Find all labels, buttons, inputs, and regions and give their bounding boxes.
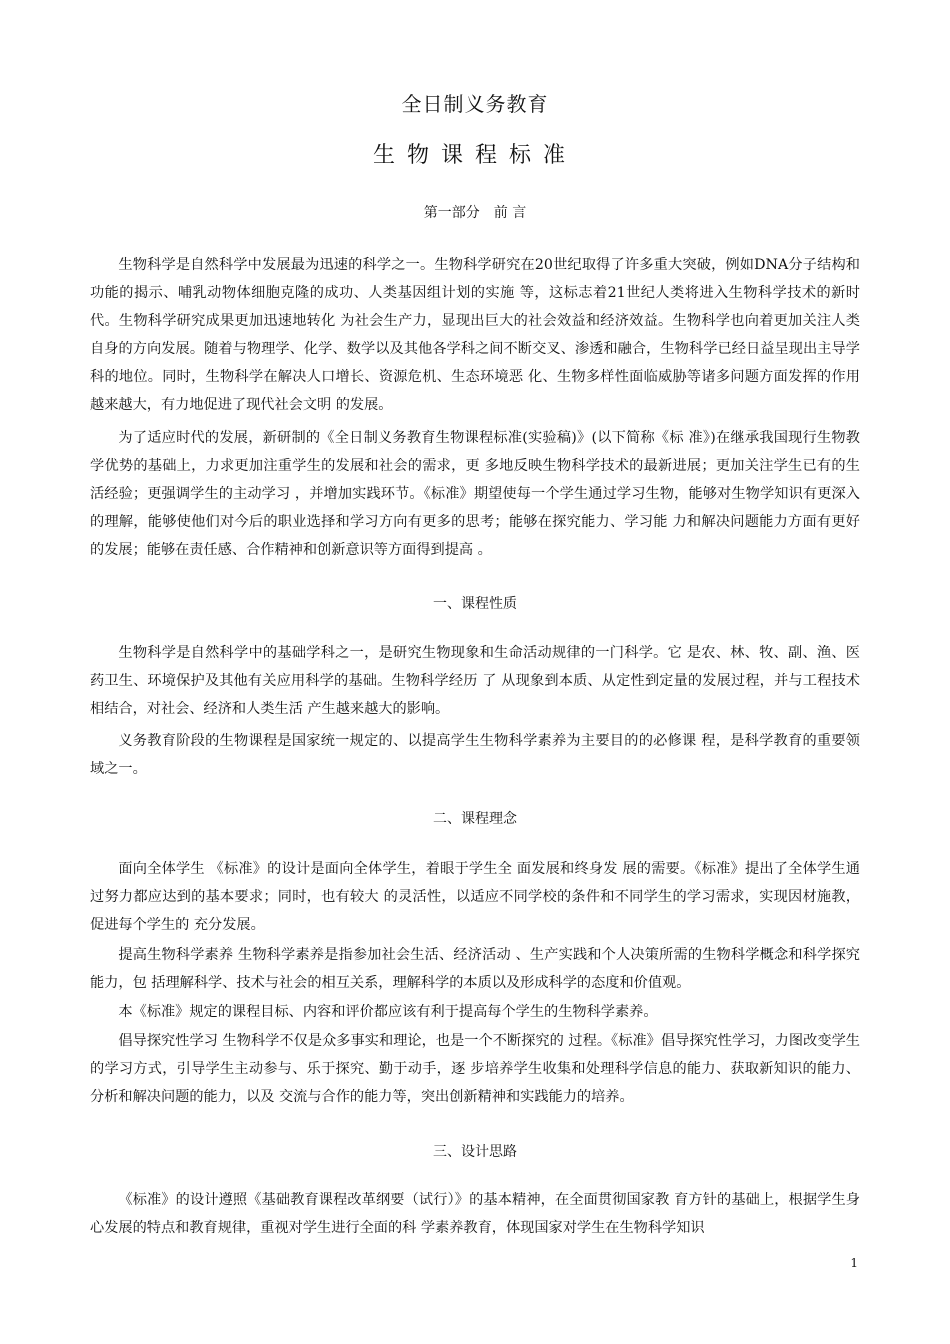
section-heading-nature: 一、课程性质 <box>433 596 517 612</box>
part-heading: 第一部分 前 言 <box>423 205 527 221</box>
section-heading-design: 三、设计思路 <box>433 1144 517 1160</box>
preface-paragraph-2: 为了适应时代的发展，新研制的《全日制义务教育生物课程标准(实验稿)》(以下简称《标 准》)在继承我国现行生物教学优势的基础上，力求更加注重学生的发展和社会的需求，更 多地反映生物科学技术的最新进展；更加关注学生已有的生活经验；更强调学生的主动学习 ，并增加实践环节。《标准》期望使每一个学生通过学习生物，能够对生物学知识有更深入 的理解，能够使他们对今后的职业选择和学习方向有更多的思考；能够在探究能力、学习能 力和解决问题能力方面有更好的发展；能够在责任感、合作精神和创新意识等方面得到提高 。 <box>90 430 860 558</box>
section-heading-philosophy: 二、课程理念 <box>433 811 517 827</box>
philosophy-paragraph-1: 面向全体学生 《标准》的设计是面向全体学生，着眼于学生全 面发展和终身发 展的需要。《标准》提出了全体学生通过努力都应达到的基本要求；同时，也有较大 的灵活性，以适应不同学校的条件和不同学生的学习需求，实现因材施教，促进每个学生的 充分发展。 <box>90 861 860 933</box>
document-title-line2: 生物课程标准 <box>372 143 577 168</box>
philosophy-paragraph-2: 提高生物科学素养 生物科学素养是指参加社会生活、经济活动 、生产实践和个人决策所需的生物科学概念和科学探究能力，包 括理解科学、技术与社会的相互关系，理解科学的本质以及形成科学的态度和价值观。 <box>90 947 860 991</box>
philosophy-paragraph-3: 本《标准》规定的课程目标、内容和评价都应该有利于提高每个学生的生物科学素养。 <box>118 1004 658 1020</box>
design-paragraph-1: 《标准》的设计遵照《基础教育课程改革纲要（试行）》的基本精神，在全面贯彻国家教 育方针的基础上，根据学生身心发展的特点和教育规律，重视对学生进行全面的科 学素养教育，体现国家对学生在生物科学知识 <box>90 1192 860 1236</box>
nature-paragraph-1: 生物科学是自然科学中的基础学科之一，是研究生物现象和生命活动规律的一门科学。它 是农、林、牧、副、渔、医药卫生、环境保护及其他有关应用科学的基础。生物科学经历 了 从现象到本质、从定性到定量的发展过程，并与工程技术相结合，对社会、经济和人类生活 产生越来越大的影响。 <box>90 645 860 717</box>
preface-paragraph-1: 生物科学是自然科学中发展最为迅速的科学之一。生物科学研究在20世纪取得了许多重大突破，例如DNA分子结构和功能的揭示、哺乳动物体细胞克隆的成功、人类基因组计划的实施 等，这标志着21世纪人类将进入生物科学技术的新时代。生物科学研究成果更加迅速地转化 为社会生产力，显现出巨大的社会效益和经济效益。生物科学也向着更加关注人类自身的方向发展。随着与物理学、化学、数学以及其他各学科之间不断交叉、渗透和融合，生物科学已经日益呈现出主导学科的地位。同时，生物科学在解决人口增长、资源危机、生态环境恶 化、生物多样性面临威胁等诸多问题方面发挥的作用越来越大，有力地促进了现代社会文明 的发展。 <box>90 257 860 413</box>
document-title-line1: 全日制义务教育 <box>401 92 549 116</box>
philosophy-paragraph-4: 倡导探究性学习 生物科学不仅是众多事实和理论，也是一个不断探究的 过程。《标准》倡导探究性学习，力图改变学生的学习方式，引导学生主动参与、乐于探究、勤于动手，逐 步培养学生收集和处理科学信息的能力、获取新知识的能力、分析和解决问题的能力，以及 交流与合作的能力等，突出创新精神和实践能力的培养。 <box>90 1033 860 1105</box>
page-number: 1 <box>850 1256 858 1270</box>
nature-paragraph-2: 义务教育阶段的生物课程是国家统一规定的、以提高学生生物科学素养为主要目的的必修课 程，是科学教育的重要领域之一。 <box>90 733 860 777</box>
